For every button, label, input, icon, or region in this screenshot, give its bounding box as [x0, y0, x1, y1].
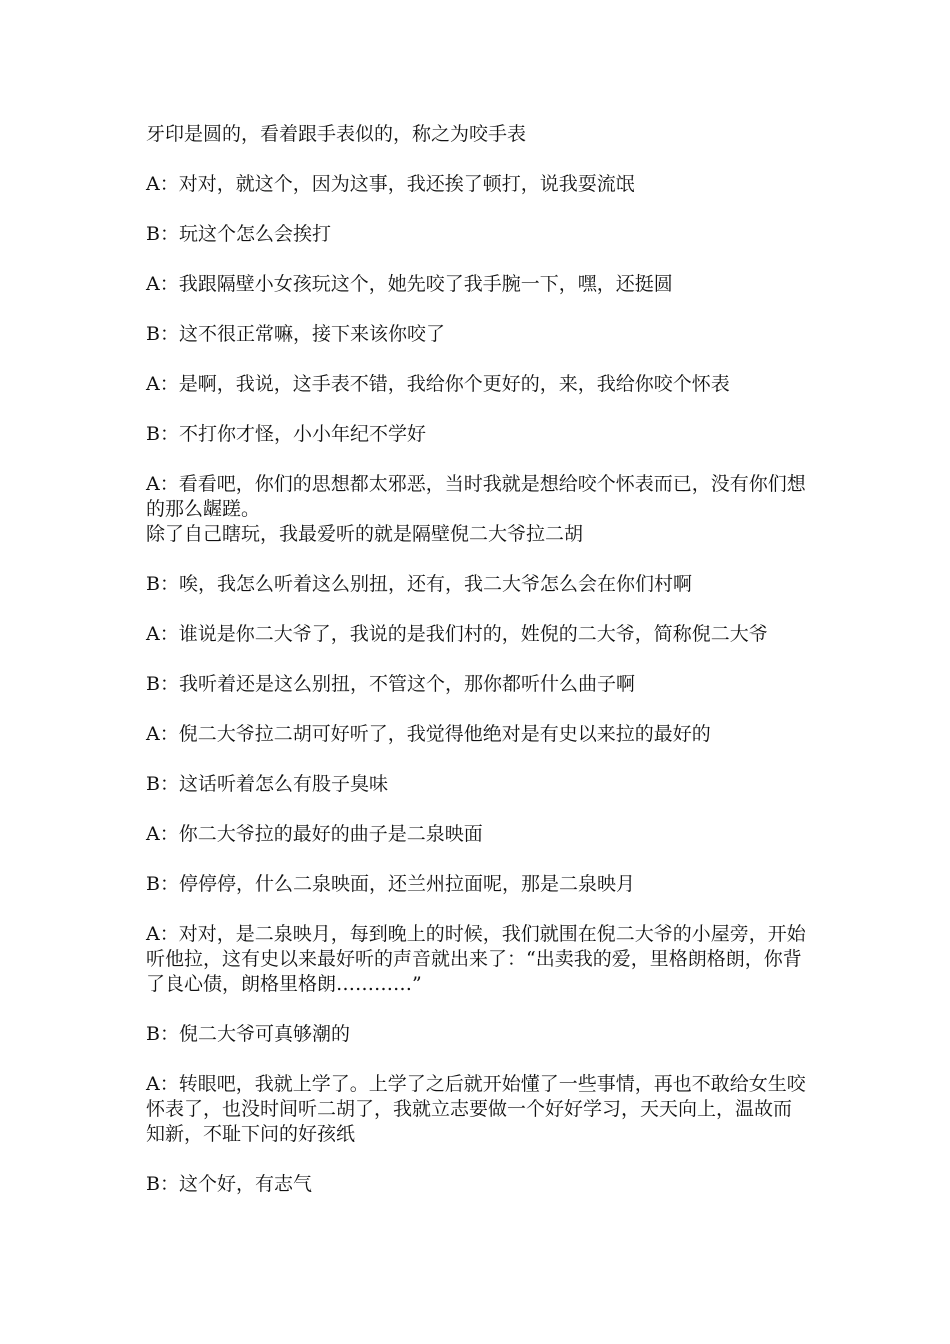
dialogue-line-b: B：这不很正常嘛，接下来该你咬了: [146, 323, 445, 345]
dialogue-line-a: A：你二大爷拉的最好的曲子是二泉映面: [146, 823, 483, 845]
dialogue-line-b: B：这个好，有志气: [146, 1173, 312, 1195]
dialogue-line-b: B：玩这个怎么会挨打: [146, 223, 331, 245]
dialogue-line-a: A：谁说是你二大爷了，我说的是我们村的，姓倪的二大爷，简称倪二大爷: [146, 623, 768, 645]
dialogue-line-b: B：停停停，什么二泉映面，还兰州拉面呢，那是二泉映月: [146, 873, 635, 895]
paragraph-narration: 牙印是圆的，看着跟手表似的，称之为咬手表: [146, 123, 527, 145]
dialogue-line-a: A：对对，是二泉映月，每到晚上的时候，我们就围在倪二大爷的小屋旁，开始听他拉，这有史以来最好听的声音就出来了：“出卖我的爱，里格朗格朗，你背了良心债，朗格里格朗…………”: [146, 923, 806, 995]
paragraph-narration: 除了自己瞎玩，我最爱听的就是隔壁倪二大爷拉二胡: [146, 523, 584, 545]
dialogue-line-a: A：是啊，我说，这手表不错，我给你个更好的，来，我给你咬个怀表: [146, 373, 730, 395]
dialogue-line-b: B：唉，我怎么听着这么别扭，还有，我二大爷怎么会在你们村啊: [146, 573, 692, 595]
dialogue-line-a: A：倪二大爷拉二胡可好听了，我觉得他绝对是有史以来拉的最好的: [146, 723, 711, 745]
dialogue-line-a: A：对对，就这个，因为这事，我还挨了顿打，说我耍流氓: [146, 173, 635, 195]
dialogue-line-b: B：这话听着怎么有股子臭味: [146, 773, 388, 795]
dialogue-line-a: A：我跟隔壁小女孩玩这个，她先咬了我手腕一下，嘿，还挺圆: [146, 273, 673, 295]
document-page: [146, 122, 810, 1222]
dialogue-line-a: A：转眼吧，我就上学了。上学了之后就开始懂了一些事情，再也不敢给女生咬怀表了，也没时间听二胡了，我就立志要做一个好好学习，天天向上，温故而知新，不耻下问的好孩纸: [146, 1073, 806, 1145]
dialogue-line-b: B：我听着还是这么别扭，不管这个，那你都听什么曲子啊: [146, 673, 635, 695]
dialogue-line-a: A：看看吧，你们的思想都太邪恶，当时我就是想给咬个怀表而已，没有你们想的那么龌蹉。: [146, 473, 806, 520]
dialogue-line-b: B：不打你才怪，小小年纪不学好: [146, 423, 426, 445]
dialogue-line-b: B：倪二大爷可真够潮的: [146, 1023, 350, 1045]
